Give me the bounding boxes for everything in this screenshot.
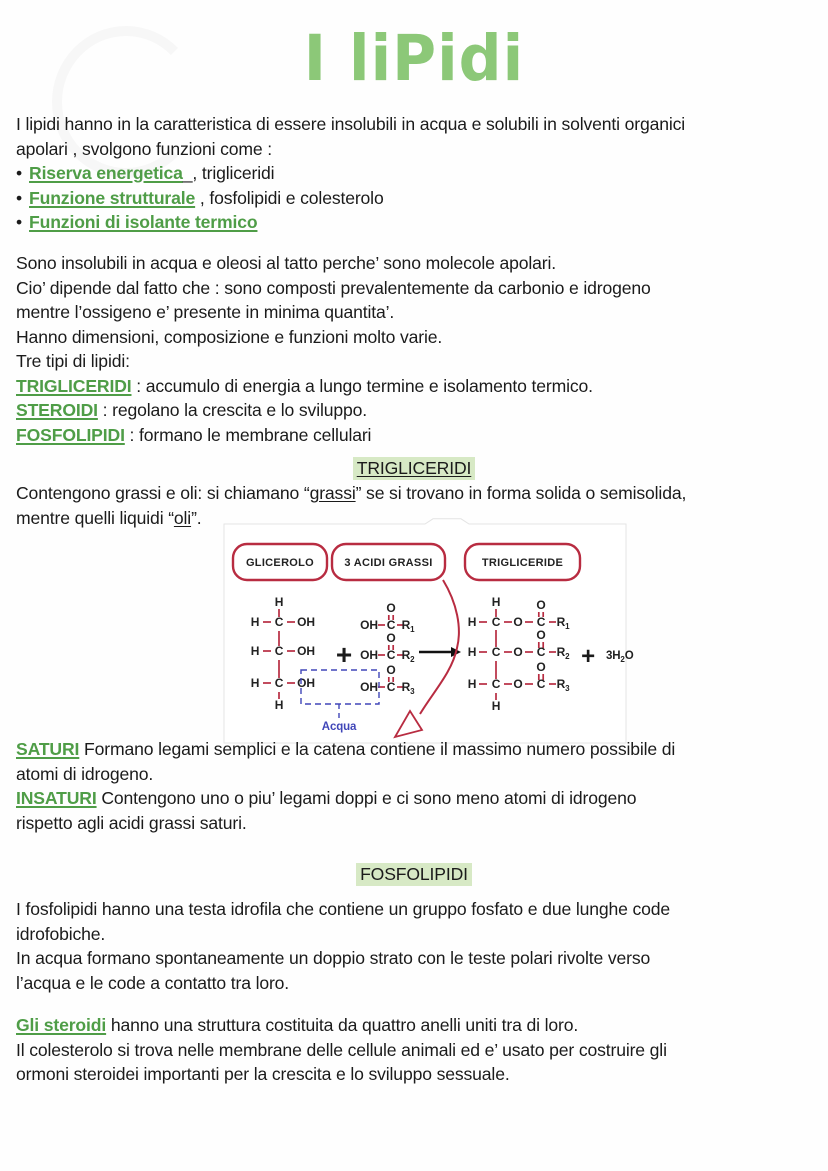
- properties-paragraph: [16, 251, 816, 447]
- glicerolo-label: GLICEROLO: [245, 557, 315, 569]
- text-span: mentre quelli liquidi “: [16, 507, 174, 528]
- text-line: I fosfolipidi hanno una testa idrofila che contiene un gruppo fosfato e due lunghe code: [16, 899, 671, 919]
- highlight-term: Riserva energetica: [29, 163, 183, 183]
- text-span: ” se si trovano in forma solida o semisolida,: [355, 483, 687, 503]
- underlined-word: oli: [173, 507, 192, 528]
- text-line: In acqua formano spontaneamente un doppio strato con le teste polari rivolte verso: [16, 948, 651, 968]
- bullet-item: [16, 161, 816, 186]
- bullet-icon: •: [16, 212, 23, 232]
- atom-label: C: [491, 615, 501, 629]
- bullet-text: , fosfolipidi e colesterolo: [195, 187, 384, 208]
- lipid-type-line: [16, 423, 816, 448]
- atom-label: H: [467, 615, 477, 629]
- bullet-item: [16, 186, 816, 211]
- bullet-icon: •: [16, 163, 23, 183]
- highlight-term: TRIGLICERIDI: [16, 375, 132, 396]
- atom-label: O: [513, 645, 523, 659]
- atom-label: H: [467, 645, 477, 659]
- highlight-term: SATURI: [16, 739, 80, 759]
- atom-label: $R_2$: [556, 645, 570, 661]
- text-line: Hanno dimensioni, composizione e funzioni molto varie.: [16, 326, 443, 347]
- atom-label: OH: [297, 676, 315, 690]
- atom-label: OH: [360, 618, 378, 632]
- plus-sign: +: [581, 643, 595, 670]
- atom-label: H: [250, 644, 260, 658]
- lipid-type-line: [16, 374, 816, 399]
- atom-label: O: [536, 598, 546, 612]
- fatty-acid-types-paragraph: [16, 737, 816, 835]
- type-description: : accumulo di energia a lungo termine e isolamento termico.: [131, 375, 593, 396]
- trigliceride-label: TRIGLICERIDE: [481, 557, 564, 569]
- diagram-legend-boxes: [233, 544, 580, 580]
- atom-label: OH: [297, 615, 315, 629]
- text-line: atomi di idrogeno.: [16, 763, 154, 784]
- atom-label: O: [513, 677, 523, 691]
- plus-sign: +: [335, 639, 353, 670]
- steroids-paragraph: [16, 1013, 816, 1087]
- text-span: Contengono uno o piu’ legami doppi e ci sono meno atomi di idrogeno: [96, 788, 637, 808]
- page-title: I liPidi: [303, 21, 525, 97]
- atom-label: C: [274, 615, 284, 629]
- atom-label: H: [491, 699, 501, 713]
- atom-label: C: [536, 677, 546, 691]
- text-line: l’acqua e le code a contatto tra loro.: [16, 972, 290, 993]
- bullet-icon: •: [16, 187, 23, 208]
- acidi-grassi-label: 3 ACIDI GRASSI: [344, 557, 433, 569]
- atom-label: C: [274, 676, 284, 690]
- atom-label: $R_1$: [556, 615, 570, 631]
- text-line: rispetto agli acidi grassi saturi.: [16, 812, 247, 833]
- text-line: idrofobiche.: [16, 923, 106, 944]
- highlighted-heading: TRIGLICERIDI: [353, 457, 476, 480]
- bullet-text: _, trigliceridi: [182, 163, 275, 183]
- text-span: hanno una struttura costituita da quattro anelli uniti tra di loro.: [106, 1015, 579, 1035]
- atom-label: H: [250, 676, 260, 690]
- atom-label: H: [274, 595, 284, 609]
- text-line: [16, 1013, 816, 1038]
- atom-label: $R_3$: [556, 677, 570, 693]
- text-line: apolari , svolgono funzioni come :: [16, 138, 273, 159]
- atom-label: $R_2$: [401, 648, 415, 664]
- text-span: ”.: [191, 507, 202, 528]
- phospholipids-paragraph: [16, 897, 816, 995]
- atom-label: C: [536, 615, 546, 629]
- atom-label: O: [536, 660, 546, 674]
- lipid-type-line: [16, 398, 816, 423]
- atom-label: C: [274, 644, 284, 658]
- atom-label: C: [386, 648, 396, 662]
- text-line: ormoni steroidei importanti per la crescita e lo sviluppo sessuale.: [16, 1064, 510, 1084]
- section-heading-fosfolipidi: [0, 862, 828, 886]
- section-heading-trigliceridi: [0, 456, 828, 480]
- type-description: : regolano la crescita e lo sviluppo.: [97, 400, 367, 420]
- text-span: Contengono grassi e oli: si chiamano “: [16, 483, 310, 503]
- atom-label: H: [467, 677, 477, 691]
- text-line: Cio’ dipende dal fatto che : sono composti prevalentemente da carbonio e idrogeno: [16, 277, 651, 298]
- highlight-term: STEROIDI: [16, 400, 98, 420]
- type-description: : formano le membrane cellulari: [124, 424, 372, 445]
- atom-label: O: [536, 628, 546, 642]
- triglyceride-formation-diagram: [222, 518, 652, 748]
- highlighted-heading: FOSFOLIPIDI: [356, 863, 472, 886]
- text-span: Formano legami semplici e la catena contiene il massimo numero possibile di: [79, 739, 676, 759]
- highlight-term: INSATURI: [16, 788, 97, 808]
- water-formula: $3H_2O$: [606, 650, 634, 664]
- atom-label: OH: [360, 648, 378, 662]
- highlight-term: Funzione strutturale: [29, 187, 196, 208]
- text-line: [16, 481, 816, 506]
- highlight-term: FOSFOLIPIDI: [16, 424, 125, 445]
- text-line: [16, 737, 816, 762]
- intro-paragraph: [16, 112, 816, 235]
- underlined-word: grassi: [309, 483, 356, 503]
- atom-label: H: [250, 615, 260, 629]
- atom-label: H: [491, 595, 501, 609]
- highlight-term: Funzioni di isolante termico: [29, 212, 258, 232]
- text-line: [16, 786, 816, 811]
- atom-label: O: [386, 601, 396, 615]
- atom-label: O: [386, 663, 396, 677]
- atom-label: H: [274, 698, 284, 712]
- atom-label: O: [386, 631, 396, 645]
- text-line: I lipidi hanno in la caratteristica di essere insolubili in acqua e solubili in solventi organici: [16, 114, 686, 134]
- text-line: Sono insolubili in acqua e oleosi al tatto perche’ sono molecole apolari.: [16, 253, 557, 273]
- text-line: Il colesterolo si trova nelle membrane delle cellule animali ed e’ usato per costruire gli: [16, 1039, 667, 1060]
- atom-label: $R_3$: [401, 680, 415, 696]
- highlight-term: Gli steroidi: [16, 1015, 107, 1035]
- acqua-label: Acqua: [321, 721, 357, 733]
- atom-label: OH: [360, 680, 378, 694]
- atom-label: C: [491, 645, 501, 659]
- text-line: Tre tipi di lipidi:: [16, 351, 130, 371]
- atom-label: C: [386, 618, 396, 632]
- atom-label: $R_1$: [401, 618, 415, 634]
- text-line: mentre l’ossigeno e’ presente in minima quantita’.: [16, 302, 395, 322]
- atom-label: C: [386, 680, 396, 694]
- atom-label: C: [536, 645, 546, 659]
- atom-label: O: [513, 615, 523, 629]
- bullet-item: [16, 210, 816, 235]
- atom-label: C: [491, 677, 501, 691]
- atom-label: OH: [297, 644, 315, 658]
